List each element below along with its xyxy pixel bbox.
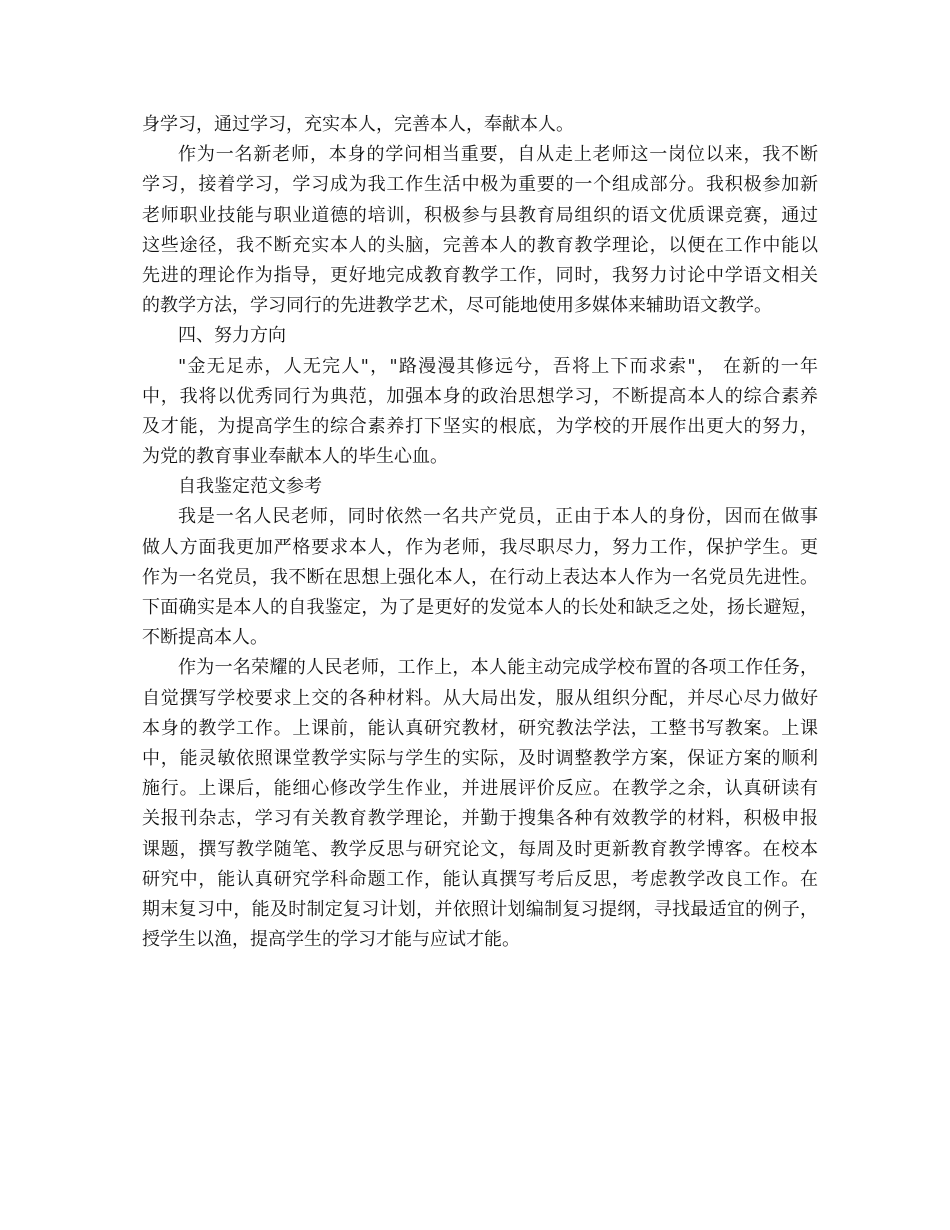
text-line: 研究中，能认真研究学科命题工作，能认真撰写考后反思，考虑教学改良工作。在 [142,868,818,890]
text-line: "金无足赤，人无完人"，"路漫漫其修远兮，吾将上下而求索"， 在新的一年 [178,355,818,377]
text-line: 及才能，为提高学生的综合素养打下坚实的根底，为学校的开展作出更大的努力， [142,415,818,437]
text-line: 为党的教育事业奉献本人的毕生心血。 [142,446,448,468]
text-line: 老师职业技能与职业道德的培训，积极参与县教育局组织的语文优质课竞赛，通过 [142,204,818,226]
text-line: 自我鉴定范文参考 [178,476,322,498]
document-body [142,110,818,955]
text-line: 授学生以渔，提高学生的学习才能与应试才能。 [142,929,520,951]
text-line: 的教学方法，学习同行的先进教学艺术，尽可能地使用多媒体来辅助语文教学。 [142,295,772,317]
text-line: 施行。上课后，能细心修改学生作业，并进展评价反应。在教学之余，认真研读有 [142,778,818,800]
text-line: 作为一名党员，我不断在思想上强化本人，在行动上表达本人作为一名党员先进性。 [142,566,818,588]
text-line: 我是一名人民老师，同时依然一名共产党员，正由于本人的身份，因而在做事 [178,506,818,528]
text-line: 自觉撰写学校要求上交的各种材料。从大局出发，服从组织分配，并尽心尽力做好 [142,687,818,709]
text-line: 作为一名荣耀的人民老师，工作上，本人能主动完成学校布置的各项工作任务， [178,657,818,679]
text-line: 不断提高本人。 [142,627,268,649]
text-line: 做人方面我更加严格要求本人，作为老师，我尽职尽力，努力工作，保护学生。更 [142,536,818,558]
text-line: 关报刊杂志，学习有关教育教学理论，并勤于搜集各种有效教学的材料，积极申报 [142,808,818,830]
text-line: 先进的理论作为指导，更好地完成教育教学工作，同时，我努力讨论中学语文相关 [142,264,818,286]
text-line: 课题，撰写教学随笔、教学反思与研究论文，每周及时更新教育教学博客。在校本 [142,838,818,860]
text-line: 中，能灵敏依照课堂教学实际与学生的实际，及时调整教学方案，保证方案的顺利 [142,747,818,769]
text-line: 本身的教学工作。上课前，能认真研究教材，研究教法学法，工整书写教案。上课 [142,717,818,739]
text-line: 中，我将以优秀同行为典范，加强本身的政治思想学习，不断提高本人的综合素养 [142,385,818,407]
text-line: 身学习，通过学习，充实本人，完善本人，奉献本人。 [142,114,574,135]
text-line: 期末复习中，能及时制定复习计划，并依照计划编制复习提纲，寻找最适宜的例子， [142,898,818,920]
text-line: 作为一名新老师，本身的学问相当重要，自从走上老师这一岗位以来，我不断 [178,144,818,166]
text-line: 这些途径，我不断充实本人的头脑，完善本人的教育教学理论，以便在工作中能以 [142,234,818,256]
text-line: 四、努力方向 [178,325,286,347]
text-line: 学习，接着学习，学习成为我工作生活中极为重要的一个组成部分。我积极参加新 [142,174,818,196]
text-line: 下面确实是本人的自我鉴定，为了是更好的发觉本人的长处和缺乏之处，扬长避短， [142,597,818,618]
